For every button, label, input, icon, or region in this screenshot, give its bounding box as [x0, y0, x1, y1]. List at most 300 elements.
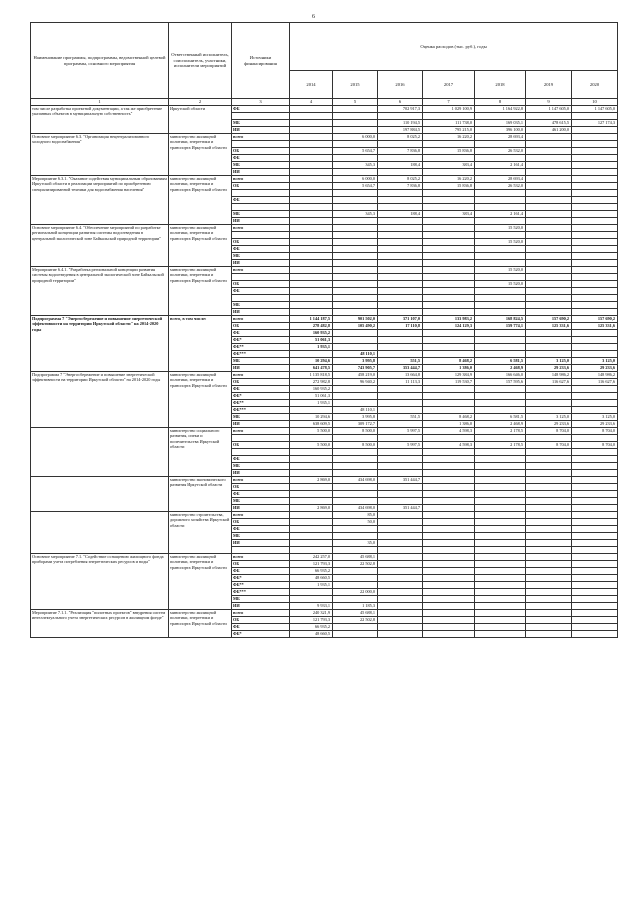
- amount-cell: 116 627,6: [572, 379, 618, 386]
- amount-cell: [526, 407, 572, 414]
- amount-cell: [333, 246, 378, 253]
- amount-cell: [333, 253, 378, 260]
- responsible-executor: министерство жилищной политики, энергетики и транспорта Иркутской области: [169, 267, 232, 316]
- amount-cell: [378, 295, 423, 302]
- amount-cell: [526, 456, 572, 463]
- amount-cell: [526, 554, 572, 561]
- amount-cell: [290, 491, 333, 498]
- funding-source: МБ: [232, 120, 290, 127]
- funding-source: ФБ: [232, 526, 290, 533]
- amount-cell: [290, 589, 333, 596]
- amount-cell: 22 502,8: [333, 561, 378, 568]
- amount-cell: 6 000,0: [333, 134, 378, 141]
- funding-source: ФБ: [232, 491, 290, 498]
- amount-cell: [378, 204, 423, 211]
- amount-cell: 111 738,0: [423, 120, 475, 127]
- amount-cell: [423, 169, 475, 176]
- header-year: 2017: [423, 71, 475, 99]
- table-row: [31, 372, 618, 379]
- amount-cell: [423, 267, 475, 274]
- amount-cell: [333, 456, 378, 463]
- amount-cell: [526, 386, 572, 393]
- amount-cell: [572, 127, 618, 134]
- amount-cell: 15 836,8: [423, 148, 475, 155]
- amount-cell: [475, 624, 526, 631]
- amount-cell: [475, 512, 526, 519]
- amount-cell: 353 444,7: [378, 365, 423, 372]
- amount-cell: [378, 547, 423, 554]
- amount-cell: [475, 218, 526, 225]
- amount-cell: [475, 330, 526, 337]
- amount-cell: [572, 610, 618, 617]
- amount-cell: 4 598,3: [423, 442, 475, 449]
- amount-cell: [378, 596, 423, 603]
- amount-cell: [333, 533, 378, 540]
- amount-cell: 35,0: [333, 540, 378, 547]
- amount-cell: [572, 169, 618, 176]
- amount-cell: [526, 596, 572, 603]
- amount-cell: [423, 491, 475, 498]
- amount-cell: 29 233,6: [572, 365, 618, 372]
- amount-cell: [475, 197, 526, 204]
- amount-cell: [572, 491, 618, 498]
- amount-cell: [475, 575, 526, 582]
- funding-source: ФБ*: [232, 337, 290, 344]
- amount-cell: [423, 589, 475, 596]
- amount-cell: [378, 624, 423, 631]
- program-name: Основное мероприятие 6.3. "Организация нецентрализованного холодного водоснабжения": [31, 134, 169, 176]
- amount-cell: [378, 239, 423, 246]
- amount-cell: 371 107,0: [378, 316, 423, 323]
- amount-cell: [290, 449, 333, 456]
- amount-cell: [333, 113, 378, 120]
- header-year: 2018: [475, 71, 526, 99]
- amount-cell: 16 220,2: [423, 176, 475, 183]
- amount-cell: [423, 610, 475, 617]
- amount-cell: [526, 463, 572, 470]
- amount-cell: [526, 183, 572, 190]
- amount-cell: [333, 218, 378, 225]
- amount-cell: [378, 393, 423, 400]
- amount-cell: 478 615,5: [526, 120, 572, 127]
- table-row: [31, 267, 618, 274]
- amount-cell: [526, 533, 572, 540]
- amount-cell: 169 035,1: [475, 120, 526, 127]
- amount-cell: 121 793,3: [290, 617, 333, 624]
- amount-cell: [290, 113, 333, 120]
- amount-cell: [526, 267, 572, 274]
- amount-cell: [526, 232, 572, 239]
- amount-cell: [290, 127, 333, 134]
- amount-cell: 160 935,2: [290, 330, 333, 337]
- amount-cell: [526, 484, 572, 491]
- amount-cell: 1 185,3: [333, 603, 378, 610]
- amount-cell: [572, 274, 618, 281]
- amount-cell: [526, 162, 572, 169]
- amount-cell: [475, 295, 526, 302]
- amount-cell: 1 147 605,0: [572, 106, 618, 113]
- amount-cell: [423, 281, 475, 288]
- amount-cell: [475, 547, 526, 554]
- amount-cell: [423, 197, 475, 204]
- amount-cell: [378, 561, 423, 568]
- amount-cell: [378, 526, 423, 533]
- amount-cell: [572, 519, 618, 526]
- amount-cell: 3 995,8: [333, 358, 378, 365]
- amount-cell: 9 933,1: [290, 603, 333, 610]
- amount-cell: 240 321,9: [290, 610, 333, 617]
- amount-cell: [333, 120, 378, 127]
- amount-cell: 5 500,0: [290, 428, 333, 435]
- amount-cell: 2 468,9: [475, 365, 526, 372]
- amount-cell: [572, 603, 618, 610]
- amount-cell: 125 331,6: [572, 323, 618, 330]
- amount-cell: 15 520,0: [475, 225, 526, 232]
- amount-cell: 345,3: [333, 162, 378, 169]
- amount-cell: [572, 176, 618, 183]
- amount-cell: 8 025,2: [378, 134, 423, 141]
- funding-source: МБ: [232, 533, 290, 540]
- amount-cell: [526, 561, 572, 568]
- amount-cell: [423, 575, 475, 582]
- amount-cell: 8 500,0: [333, 442, 378, 449]
- amount-cell: [572, 449, 618, 456]
- funding-source: ФБ**: [232, 582, 290, 589]
- column-number: 5: [333, 99, 378, 106]
- amount-cell: [290, 260, 333, 267]
- funding-source: ФБ***: [232, 407, 290, 414]
- amount-cell: 13 664,8: [378, 372, 423, 379]
- funding-source: всего: [232, 610, 290, 617]
- responsible-executor: министерство жилищной политики, энергетики и транспорта Иркутской области: [169, 225, 232, 267]
- amount-cell: [423, 330, 475, 337]
- funding-source: ФБ: [232, 106, 290, 113]
- program-name: [31, 428, 169, 477]
- amount-cell: [378, 155, 423, 162]
- funding-source: ОБ: [232, 379, 290, 386]
- amount-cell: 116 627,6: [526, 379, 572, 386]
- amount-cell: 242 257,0: [290, 554, 333, 561]
- column-number: 6: [378, 99, 423, 106]
- amount-cell: 168 824,5: [475, 316, 526, 323]
- amount-cell: [290, 148, 333, 155]
- program-name: Основное мероприятие 6.4. "Обеспечение мероприятий по разработке региональной концепции развития системы водоотведения в центральной экологической зоне Байкальской природной территории": [31, 225, 169, 267]
- header-name: Наименование программы, подпрограммы, ведомственной целевой программы, основного мероприятия: [31, 23, 169, 99]
- amount-cell: [475, 407, 526, 414]
- amount-cell: [423, 246, 475, 253]
- amount-cell: 901 502,0: [333, 316, 378, 323]
- funding-source: ФБ: [232, 246, 290, 253]
- amount-cell: [333, 491, 378, 498]
- funding-source: [232, 141, 290, 148]
- amount-cell: [290, 484, 333, 491]
- responsible-executor: министерство социального развития, опеки и попечительства Иркутской области: [169, 428, 232, 477]
- amount-cell: [526, 113, 572, 120]
- amount-cell: [572, 239, 618, 246]
- amount-cell: [526, 239, 572, 246]
- amount-cell: [526, 624, 572, 631]
- amount-cell: [423, 302, 475, 309]
- amount-cell: 2 161,4: [475, 162, 526, 169]
- amount-cell: [526, 211, 572, 218]
- amount-cell: [475, 260, 526, 267]
- amount-cell: 2 869,0: [290, 477, 333, 484]
- funding-source: ФБ: [232, 456, 290, 463]
- amount-cell: [333, 400, 378, 407]
- budget-table: [30, 22, 618, 638]
- amount-cell: 351 444,7: [378, 477, 423, 484]
- amount-cell: [290, 155, 333, 162]
- column-number: 2: [169, 99, 232, 106]
- amount-cell: [526, 512, 572, 519]
- table-row: [31, 512, 618, 519]
- amount-cell: 3 125,0: [526, 414, 572, 421]
- amount-cell: [526, 253, 572, 260]
- amount-cell: [333, 484, 378, 491]
- amount-cell: [423, 512, 475, 519]
- amount-cell: 1 144 187,5: [290, 316, 333, 323]
- responsible-executor: министерство жилищной политики, энергетики и транспорта Иркутской области: [169, 134, 232, 176]
- amount-cell: [572, 302, 618, 309]
- funding-source: ИИ: [232, 603, 290, 610]
- amount-cell: 50,0: [333, 519, 378, 526]
- amount-cell: 157 690,2: [526, 316, 572, 323]
- amount-cell: [526, 526, 572, 533]
- amount-cell: [333, 582, 378, 589]
- amount-cell: 28 693,4: [475, 176, 526, 183]
- program-name: Подпрограмма 7 "Энергосбережение и повышение энергетической эффективности на территории Иркутской области" на 2014-2020 годы: [31, 372, 169, 428]
- amount-cell: [572, 505, 618, 512]
- amount-cell: [423, 631, 475, 638]
- column-number: 3: [232, 99, 290, 106]
- amount-cell: [423, 190, 475, 197]
- amount-cell: [475, 253, 526, 260]
- amount-cell: 7 836,8: [378, 148, 423, 155]
- amount-cell: 148 986,2: [526, 372, 572, 379]
- amount-cell: [378, 491, 423, 498]
- amount-cell: [475, 141, 526, 148]
- amount-cell: [572, 155, 618, 162]
- amount-cell: [333, 141, 378, 148]
- amount-cell: [378, 218, 423, 225]
- amount-cell: [423, 386, 475, 393]
- table-row: [31, 610, 618, 617]
- funding-source: ФБ: [232, 330, 290, 337]
- amount-cell: [526, 540, 572, 547]
- amount-cell: [378, 470, 423, 477]
- amount-cell: 197 884,5: [378, 127, 423, 134]
- amount-cell: [526, 148, 572, 155]
- amount-cell: 11 113,3: [378, 379, 423, 386]
- amount-cell: [290, 526, 333, 533]
- amount-cell: 8 704,0: [572, 428, 618, 435]
- funding-source: [232, 435, 290, 442]
- table-row: [31, 316, 618, 323]
- table-row: [31, 106, 618, 113]
- amount-cell: [333, 344, 378, 351]
- funding-source: ФБ: [232, 386, 290, 393]
- amount-cell: [333, 204, 378, 211]
- amount-cell: [526, 505, 572, 512]
- amount-cell: [378, 246, 423, 253]
- amount-cell: [526, 337, 572, 344]
- program-name: Мероприятие 6.3.1. "Оказание содействия муниципальным образованиям Иркутской области в реализации мероприятий по приобретению специализированной техники для водоснабжения населения": [31, 176, 169, 225]
- amount-cell: 129 384,9: [423, 372, 475, 379]
- amount-cell: [333, 309, 378, 316]
- amount-cell: [572, 561, 618, 568]
- amount-cell: [475, 463, 526, 470]
- responsible-executor: министерство жилищной политики, энергетики и транспорта Иркутской области: [169, 554, 232, 610]
- program-name: Основное мероприятие 7.1. "Содействие оснащению жилищного фонда приборами учета потребления энергетических ресурсов и воды": [31, 554, 169, 610]
- amount-cell: [333, 155, 378, 162]
- amount-cell: 48 110,1: [333, 351, 378, 358]
- funding-source: всего: [232, 512, 290, 519]
- funding-source: всего: [232, 225, 290, 232]
- amount-cell: [378, 330, 423, 337]
- amount-cell: [572, 533, 618, 540]
- amount-cell: [475, 470, 526, 477]
- amount-cell: [333, 575, 378, 582]
- amount-cell: [526, 400, 572, 407]
- amount-cell: [378, 169, 423, 176]
- amount-cell: 7 836,8: [378, 183, 423, 190]
- amount-cell: 1 935,1: [290, 582, 333, 589]
- amount-cell: 28 693,4: [475, 134, 526, 141]
- program-name: Мероприятие 6.4.1. "Разработка региональной концепции развития системы водоотведения в центральной экологической зоне Байкальской природной территории": [31, 267, 169, 316]
- amount-cell: [475, 393, 526, 400]
- funding-source: [232, 547, 290, 554]
- amount-cell: [378, 568, 423, 575]
- amount-cell: [333, 596, 378, 603]
- amount-cell: [475, 113, 526, 120]
- amount-cell: [572, 617, 618, 624]
- amount-cell: 1 147 605,0: [526, 106, 572, 113]
- funding-source: МБ: [232, 211, 290, 218]
- amount-cell: [290, 596, 333, 603]
- amount-cell: [333, 337, 378, 344]
- amount-cell: 157 595,6: [475, 379, 526, 386]
- funding-source: ОБ: [232, 484, 290, 491]
- amount-cell: 345,3: [333, 211, 378, 218]
- funding-source: МБ: [232, 414, 290, 421]
- amount-cell: [423, 393, 475, 400]
- funding-source: МБ: [232, 162, 290, 169]
- amount-cell: [423, 484, 475, 491]
- column-number: 1: [31, 99, 169, 106]
- amount-cell: [572, 575, 618, 582]
- amount-cell: [423, 351, 475, 358]
- amount-cell: [290, 211, 333, 218]
- amount-cell: [526, 547, 572, 554]
- amount-cell: [526, 449, 572, 456]
- amount-cell: [378, 610, 423, 617]
- amount-cell: [333, 197, 378, 204]
- amount-cell: [423, 526, 475, 533]
- amount-cell: [378, 344, 423, 351]
- amount-cell: [290, 197, 333, 204]
- amount-cell: [572, 470, 618, 477]
- amount-cell: [526, 288, 572, 295]
- amount-cell: 166 646,0: [475, 372, 526, 379]
- responsible-executor: министерство жилищной политики, энергетики и транспорта Иркутской области: [169, 372, 232, 428]
- amount-cell: [423, 204, 475, 211]
- amount-cell: 3 125,0: [526, 358, 572, 365]
- amount-cell: 160 935,2: [290, 386, 333, 393]
- amount-cell: [475, 400, 526, 407]
- amount-cell: [526, 169, 572, 176]
- amount-cell: [333, 386, 378, 393]
- amount-cell: [475, 302, 526, 309]
- amount-cell: [572, 218, 618, 225]
- amount-cell: 351 444,7: [378, 505, 423, 512]
- amount-cell: [475, 204, 526, 211]
- funding-source: [232, 190, 290, 197]
- amount-cell: [290, 134, 333, 141]
- funding-source: МБ: [232, 498, 290, 505]
- amount-cell: [475, 274, 526, 281]
- amount-cell: [572, 484, 618, 491]
- amount-cell: [290, 295, 333, 302]
- amount-cell: [378, 260, 423, 267]
- amount-cell: 96 940,2: [333, 379, 378, 386]
- amount-cell: 29 233,6: [526, 365, 572, 372]
- program-name: [31, 512, 169, 554]
- amount-cell: [333, 288, 378, 295]
- amount-cell: [378, 540, 423, 547]
- amount-cell: 124 129,3: [423, 323, 475, 330]
- amount-cell: [378, 533, 423, 540]
- amount-cell: [423, 456, 475, 463]
- amount-cell: [290, 218, 333, 225]
- amount-cell: 51 061,3: [290, 337, 333, 344]
- amount-cell: [378, 225, 423, 232]
- amount-cell: [526, 176, 572, 183]
- amount-cell: 2 178,5: [475, 442, 526, 449]
- header-estimate: Оценка расходов (тыс. руб.), годы: [290, 23, 618, 71]
- amount-cell: [423, 624, 475, 631]
- amount-cell: [475, 540, 526, 547]
- funding-source: ИИ: [232, 540, 290, 547]
- amount-cell: [423, 582, 475, 589]
- amount-cell: [526, 260, 572, 267]
- amount-cell: 22 000,0: [333, 589, 378, 596]
- funding-source: всего: [232, 176, 290, 183]
- amount-cell: [572, 547, 618, 554]
- amount-cell: [423, 463, 475, 470]
- funding-source: ИИ: [232, 470, 290, 477]
- amount-cell: [290, 435, 333, 442]
- amount-cell: [475, 155, 526, 162]
- amount-cell: 1 386,0: [423, 365, 475, 372]
- amount-cell: 2 178,5: [475, 428, 526, 435]
- amount-cell: 48 660,5: [290, 575, 333, 582]
- funding-source: ОБ: [232, 148, 290, 155]
- amount-cell: [475, 603, 526, 610]
- amount-cell: [378, 512, 423, 519]
- funding-source: всего: [232, 477, 290, 484]
- funding-source: ИИ: [232, 309, 290, 316]
- amount-cell: [475, 386, 526, 393]
- amount-cell: [572, 540, 618, 547]
- amount-cell: [378, 603, 423, 610]
- amount-cell: [290, 533, 333, 540]
- amount-cell: [423, 232, 475, 239]
- funding-source: ФБ: [232, 568, 290, 575]
- amount-cell: [572, 148, 618, 155]
- amount-cell: [475, 533, 526, 540]
- program-name: Подпрограмма 7 "Энергосбережение и повышение энергетической эффективности на территории Иркутской области" на 2014-2020 годы: [31, 316, 169, 372]
- amount-cell: [333, 239, 378, 246]
